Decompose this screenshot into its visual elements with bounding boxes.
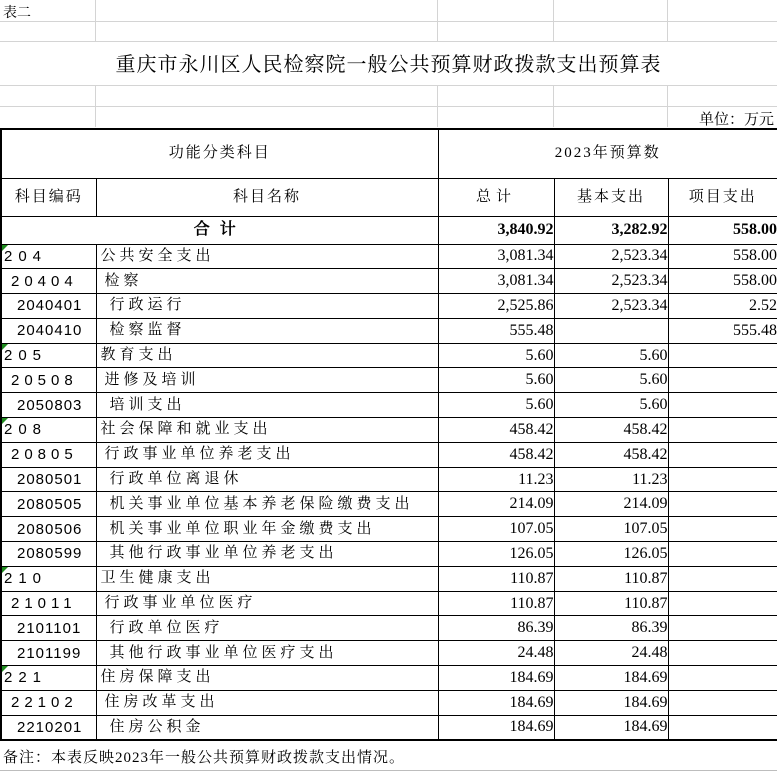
subject-code: 2101101 bbox=[17, 619, 82, 637]
table-row bbox=[1, 641, 777, 666]
project-cell bbox=[668, 542, 777, 567]
project-cell: 558.00 bbox=[668, 244, 777, 269]
basic-cell: 184.69 bbox=[554, 715, 668, 740]
subject-code: 2101199 bbox=[17, 644, 82, 662]
subject-code: 2050803 bbox=[17, 396, 83, 414]
table-row bbox=[1, 517, 777, 542]
table-row bbox=[1, 591, 777, 616]
subject-code: 2210201 bbox=[17, 718, 83, 736]
code-cell bbox=[1, 616, 96, 641]
table-row bbox=[1, 244, 777, 269]
grand-basic-value: 3,282.92 bbox=[554, 216, 668, 244]
basic-cell: 2,523.34 bbox=[554, 269, 668, 294]
header-function-group: 功能分类科目 bbox=[1, 129, 438, 178]
basic-cell: 86.39 bbox=[554, 616, 668, 641]
table-row bbox=[1, 616, 777, 641]
total-cell: 184.69 bbox=[438, 690, 554, 715]
table-row bbox=[1, 715, 777, 740]
total-cell: 3,081.34 bbox=[438, 244, 554, 269]
table-row bbox=[1, 542, 777, 567]
name-cell: 教育支出 bbox=[96, 343, 438, 368]
project-cell bbox=[668, 566, 777, 591]
code-cell bbox=[1, 294, 96, 319]
project-cell bbox=[668, 368, 777, 393]
header-project: 项目支出 bbox=[668, 178, 777, 216]
total-cell: 5.60 bbox=[438, 368, 554, 393]
total-cell: 184.69 bbox=[438, 715, 554, 740]
name-cell: 住房公积金 bbox=[96, 715, 438, 740]
table-body bbox=[1, 216, 777, 740]
basic-cell: 458.42 bbox=[554, 442, 668, 467]
table-row bbox=[1, 393, 777, 418]
grand-total-value: 3,840.92 bbox=[438, 216, 554, 244]
total-cell: 107.05 bbox=[438, 517, 554, 542]
name-cell: 行政事业单位医疗 bbox=[96, 591, 438, 616]
name-cell: 培训支出 bbox=[96, 393, 438, 418]
project-cell bbox=[668, 641, 777, 666]
header-basic: 基本支出 bbox=[554, 178, 668, 216]
gridline bbox=[0, 21, 777, 22]
basic-cell: 110.87 bbox=[554, 591, 668, 616]
name-cell: 检察监督 bbox=[96, 318, 438, 343]
code-cell bbox=[1, 318, 96, 343]
name-cell: 进修及培训 bbox=[96, 368, 438, 393]
total-cell: 214.09 bbox=[438, 492, 554, 517]
code-cell bbox=[1, 393, 96, 418]
project-cell: 558.00 bbox=[668, 269, 777, 294]
basic-cell: 2,523.34 bbox=[554, 244, 668, 269]
gridline bbox=[0, 41, 777, 42]
table-row bbox=[1, 566, 777, 591]
code-cell bbox=[1, 442, 96, 467]
gridline bbox=[0, 85, 777, 86]
subject-code: 20805 bbox=[11, 446, 78, 464]
total-cell: 3,081.34 bbox=[438, 269, 554, 294]
subject-code: 20508 bbox=[11, 371, 78, 389]
subject-code: 21011 bbox=[11, 595, 77, 613]
name-cell: 机关事业单位职业年金缴费支出 bbox=[96, 517, 438, 542]
subject-code: 204 bbox=[4, 247, 48, 265]
error-indicator-icon bbox=[2, 666, 8, 672]
subject-code: 210 bbox=[4, 570, 48, 588]
header-code: 科目编码 bbox=[1, 178, 96, 216]
subject-code: 22102 bbox=[11, 694, 78, 712]
name-cell: 住房改革支出 bbox=[96, 690, 438, 715]
code-cell bbox=[1, 715, 96, 740]
subject-code: 2080505 bbox=[17, 495, 83, 513]
basic-cell: 5.60 bbox=[554, 343, 668, 368]
project-cell: 2.52 bbox=[668, 294, 777, 319]
project-cell bbox=[668, 517, 777, 542]
code-cell bbox=[1, 343, 96, 368]
code-cell bbox=[1, 517, 96, 542]
total-cell: 2,525.86 bbox=[438, 294, 554, 319]
subject-code: 2080506 bbox=[17, 520, 83, 538]
total-cell: 11.23 bbox=[438, 467, 554, 492]
basic-cell: 110.87 bbox=[554, 566, 668, 591]
total-cell: 458.42 bbox=[438, 418, 554, 443]
total-cell: 5.60 bbox=[438, 343, 554, 368]
project-cell bbox=[668, 467, 777, 492]
basic-cell: 184.69 bbox=[554, 690, 668, 715]
basic-cell bbox=[554, 318, 668, 343]
project-cell bbox=[668, 442, 777, 467]
name-cell: 检察 bbox=[96, 269, 438, 294]
error-indicator-icon bbox=[2, 245, 8, 251]
code-cell bbox=[1, 690, 96, 715]
code-cell bbox=[1, 418, 96, 443]
project-cell bbox=[668, 343, 777, 368]
budget-table bbox=[0, 128, 777, 741]
table-row bbox=[1, 467, 777, 492]
project-cell bbox=[668, 492, 777, 517]
total-cell: 458.42 bbox=[438, 442, 554, 467]
project-cell bbox=[668, 616, 777, 641]
grand-total-row bbox=[1, 216, 777, 244]
subject-code: 2080501 bbox=[17, 471, 83, 489]
table-row bbox=[1, 690, 777, 715]
error-indicator-icon bbox=[2, 567, 8, 573]
code-cell bbox=[1, 591, 96, 616]
name-cell: 行政单位离退休 bbox=[96, 467, 438, 492]
code-cell bbox=[1, 641, 96, 666]
name-cell: 机关事业单位基本养老保险缴费支出 bbox=[96, 492, 438, 517]
header-name: 科目名称 bbox=[96, 178, 438, 216]
project-cell: 555.48 bbox=[668, 318, 777, 343]
name-cell: 住房保障支出 bbox=[96, 666, 438, 691]
footnote: 备注：本表反映2023年一般公共预算财政拨款支出情况。 bbox=[3, 750, 406, 766]
name-cell: 行政单位医疗 bbox=[96, 616, 438, 641]
name-cell: 公共安全支出 bbox=[96, 244, 438, 269]
name-cell: 行政运行 bbox=[96, 294, 438, 319]
table-row bbox=[1, 666, 777, 691]
total-cell: 86.39 bbox=[438, 616, 554, 641]
code-cell bbox=[1, 566, 96, 591]
gridline bbox=[0, 770, 777, 771]
table-row bbox=[1, 442, 777, 467]
table-row bbox=[1, 269, 777, 294]
subject-code: 2080599 bbox=[17, 545, 83, 563]
total-cell: 555.48 bbox=[438, 318, 554, 343]
basic-cell: 11.23 bbox=[554, 467, 668, 492]
name-cell: 社会保障和就业支出 bbox=[96, 418, 438, 443]
header-group-row bbox=[1, 129, 777, 178]
basic-cell: 214.09 bbox=[554, 492, 668, 517]
grand-total-label: 合计 bbox=[1, 216, 438, 244]
subject-code: 2040401 bbox=[17, 297, 83, 315]
table-row bbox=[1, 492, 777, 517]
code-cell bbox=[1, 492, 96, 517]
table-row bbox=[1, 343, 777, 368]
project-cell bbox=[668, 690, 777, 715]
name-cell: 卫生健康支出 bbox=[96, 566, 438, 591]
table-row bbox=[1, 318, 777, 343]
basic-cell: 184.69 bbox=[554, 666, 668, 691]
grand-project-value: 558.00 bbox=[668, 216, 777, 244]
project-cell bbox=[668, 393, 777, 418]
name-cell: 其他行政事业单位养老支出 bbox=[96, 542, 438, 567]
header-budget-group: 2023年预算数 bbox=[438, 129, 777, 178]
total-cell: 110.87 bbox=[438, 591, 554, 616]
total-cell: 126.05 bbox=[438, 542, 554, 567]
name-cell: 其他行政事业单位医疗支出 bbox=[96, 641, 438, 666]
header-columns-row bbox=[1, 178, 777, 216]
basic-cell: 126.05 bbox=[554, 542, 668, 567]
project-cell bbox=[668, 715, 777, 740]
code-cell bbox=[1, 244, 96, 269]
code-cell bbox=[1, 542, 96, 567]
total-cell: 184.69 bbox=[438, 666, 554, 691]
error-indicator-icon bbox=[2, 418, 8, 424]
table-row bbox=[1, 368, 777, 393]
total-cell: 110.87 bbox=[438, 566, 554, 591]
subject-code: 205 bbox=[4, 347, 48, 365]
code-cell bbox=[1, 269, 96, 294]
basic-cell: 458.42 bbox=[554, 418, 668, 443]
subject-code: 20404 bbox=[11, 272, 78, 290]
basic-cell: 107.05 bbox=[554, 517, 668, 542]
total-cell: 5.60 bbox=[438, 393, 554, 418]
unit-label: 单位：万元 bbox=[698, 111, 774, 128]
subject-code: 2040410 bbox=[17, 322, 83, 340]
subject-code: 221 bbox=[4, 669, 48, 687]
code-cell bbox=[1, 666, 96, 691]
project-cell bbox=[668, 591, 777, 616]
subject-code: 208 bbox=[4, 421, 48, 439]
basic-cell: 5.60 bbox=[554, 393, 668, 418]
error-indicator-icon bbox=[2, 344, 8, 350]
basic-cell: 24.48 bbox=[554, 641, 668, 666]
gridline bbox=[0, 106, 777, 107]
header-total: 总计 bbox=[438, 178, 554, 216]
sheet-label: 表二 bbox=[3, 4, 31, 20]
total-cell: 24.48 bbox=[438, 641, 554, 666]
code-cell bbox=[1, 467, 96, 492]
basic-cell: 2,523.34 bbox=[554, 294, 668, 319]
table-row bbox=[1, 294, 777, 319]
project-cell bbox=[668, 418, 777, 443]
project-cell bbox=[668, 666, 777, 691]
table-row bbox=[1, 418, 777, 443]
code-cell bbox=[1, 368, 96, 393]
name-cell: 行政事业单位养老支出 bbox=[96, 442, 438, 467]
basic-cell: 5.60 bbox=[554, 368, 668, 393]
page-title: 重庆市永川区人民检察院一般公共预算财政拨款支出预算表 bbox=[115, 54, 662, 76]
